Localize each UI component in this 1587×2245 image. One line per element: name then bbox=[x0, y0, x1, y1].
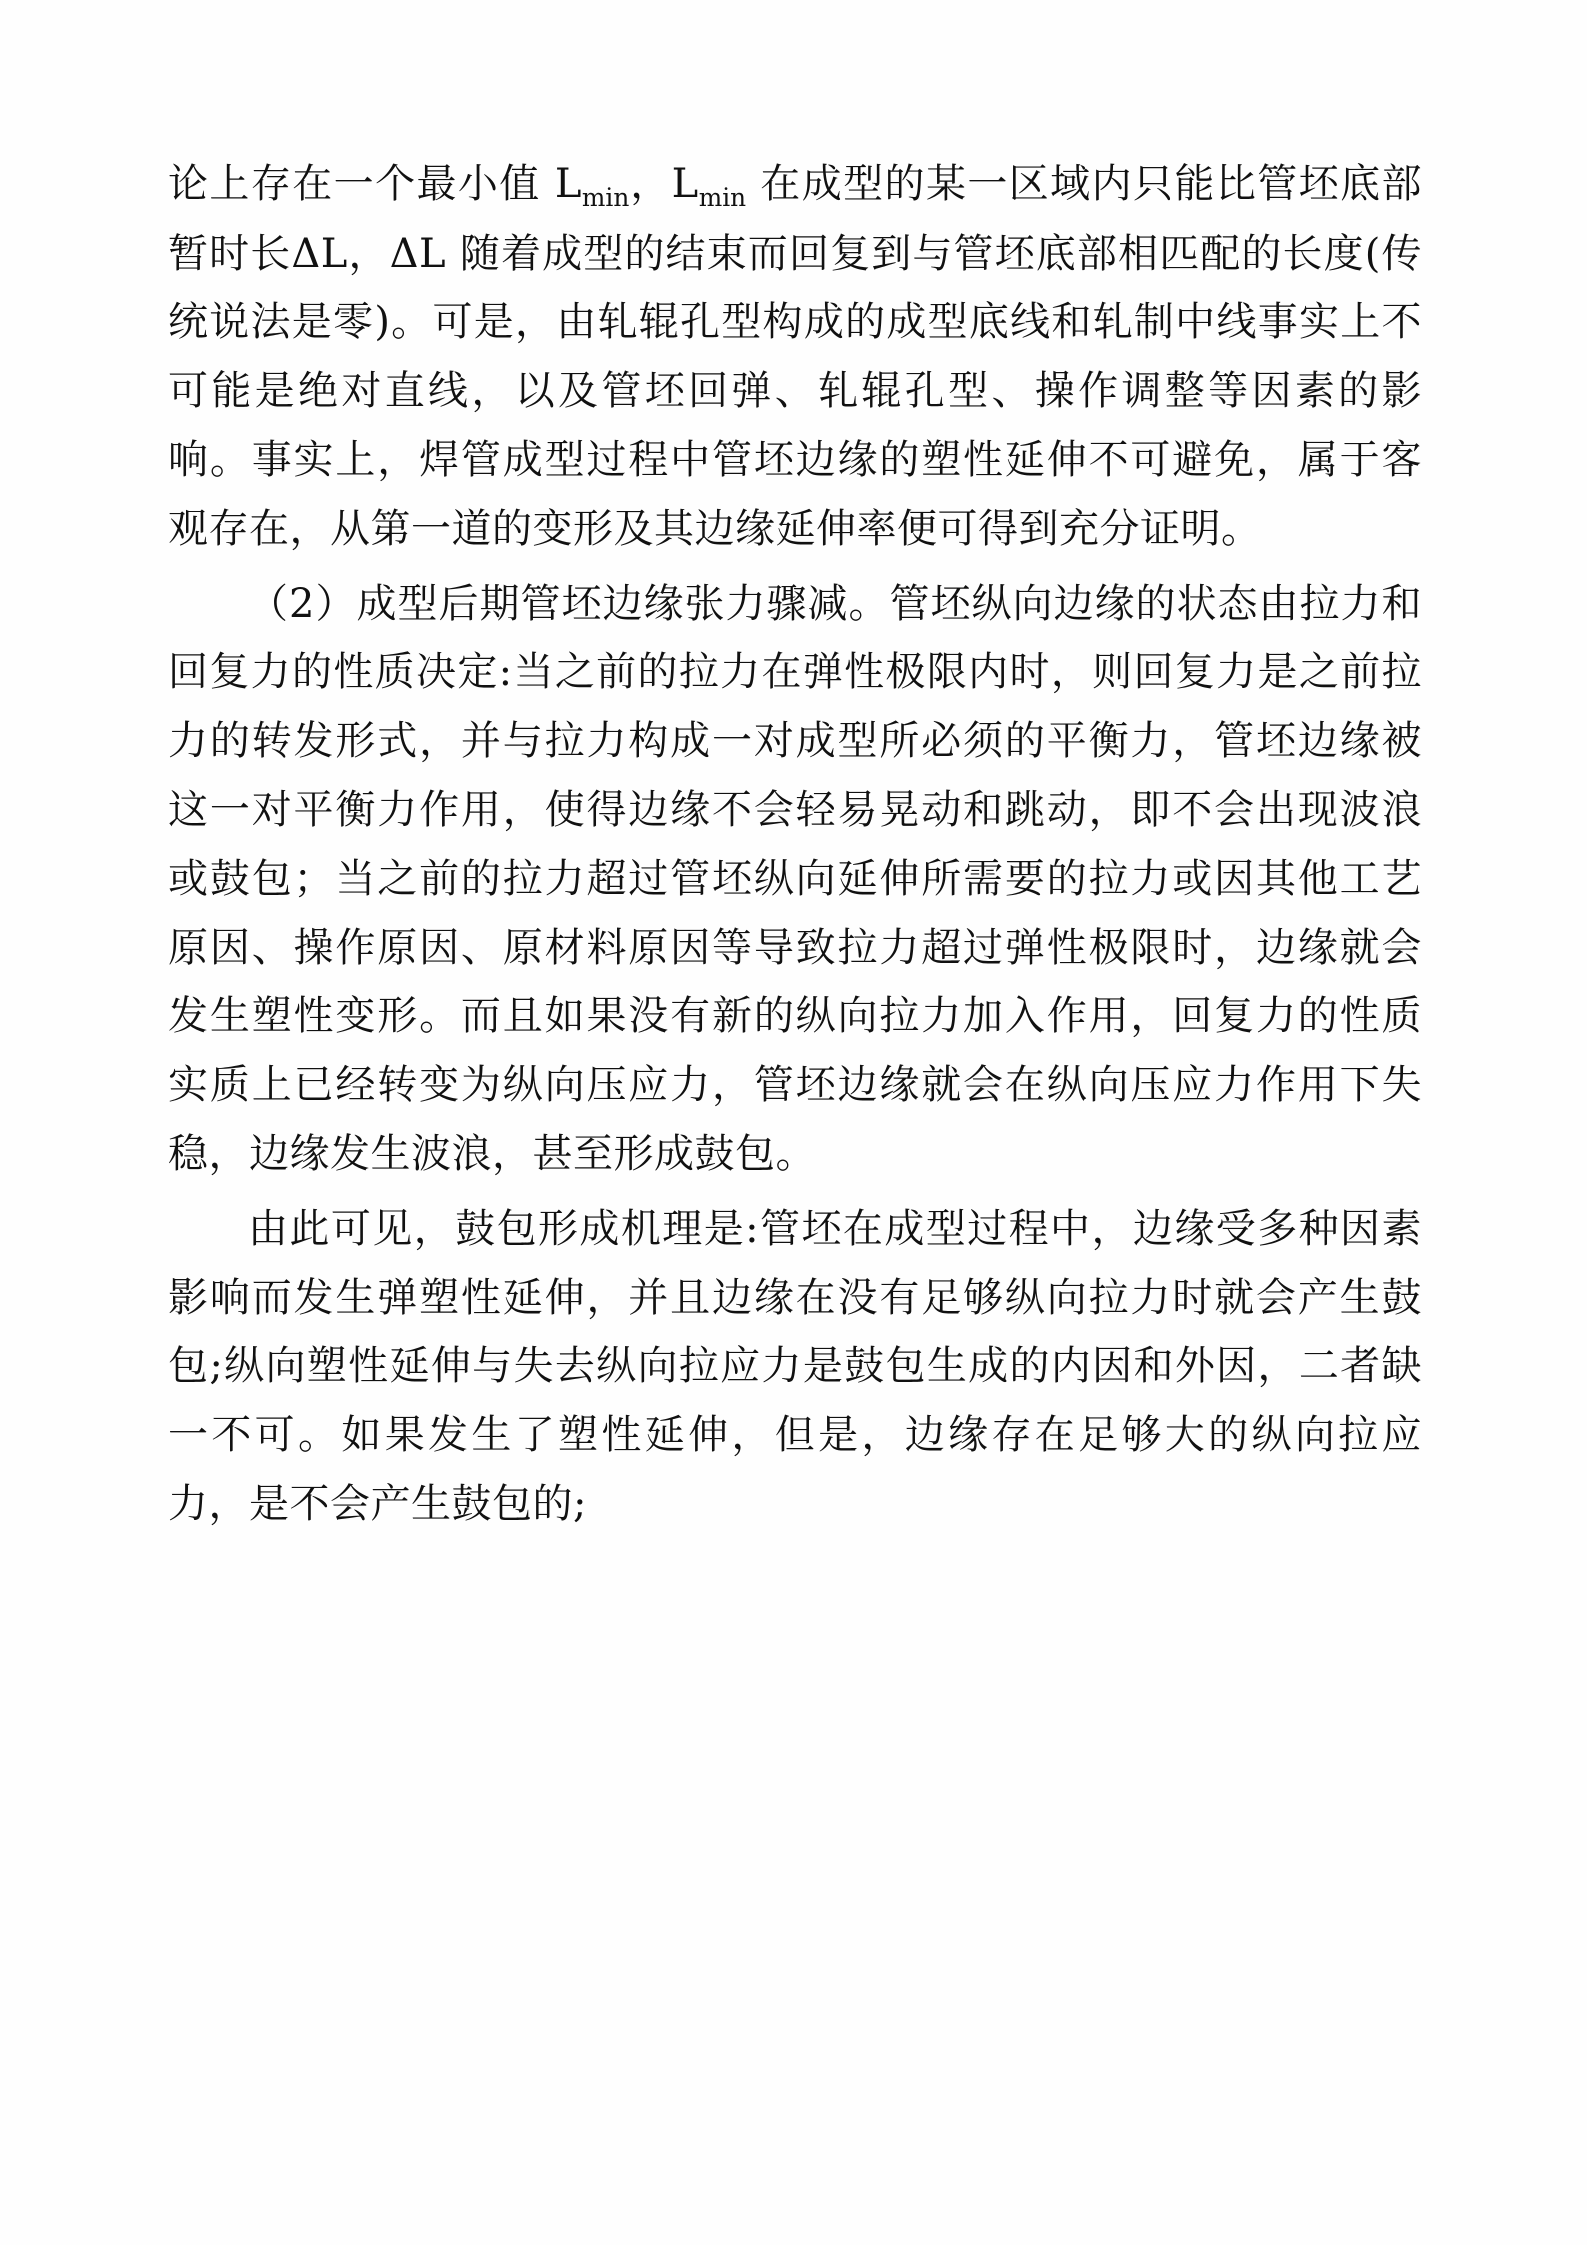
paragraph-1 bbox=[168, 150, 1422, 564]
subscript-min-2: min bbox=[698, 183, 747, 212]
paragraph-1-text-c: 在成型的某一区域内只能比管坯底部暂时长ΔL，ΔL 随着成型的结束而回复到与管坯底部相匹配的长度(传统说法是零)。可是，由轧辊孔型构成的成型底线和轧制中线事实上不可能是绝对直线，以及管坯回弹、轧辊孔型、操作调整等因素的影响。事实上，焊管成型过程中管坯边缘的塑性延伸不可避免，属于客观存在，从第一道的变形及其边缘延伸率便可得到充分证明。 bbox=[168, 161, 1422, 552]
subscript-min-1: min bbox=[581, 183, 630, 212]
paragraph-2 bbox=[168, 570, 1422, 1189]
paragraph-1-text-a: 论上存在一个最小值 L bbox=[168, 161, 582, 207]
document-body bbox=[168, 150, 1422, 1539]
paragraph-1-text-b: ，L bbox=[629, 161, 699, 207]
paragraph-2-text: （2）成型后期管坯边缘张力骤减。管坯纵向边缘的状态由拉力和回复力的性质决定:当之前的拉力在弹性极限内时，则回复力是之前拉力的转发形式，并与拉力构成一对成型所必须的平衡力，管坯边缘被这一对平衡力作用，使得边缘不会轻易晃动和跳动，即不会出现波浪或鼓包；当之前的拉力超过管坯纵向延伸所需要的拉力或因其他工艺原因、操作原因、原材料原因等导致拉力超过弹性极限时，边缘就会发生塑性变形。而且如果没有新的纵向拉力加入作用，回复力的性质实质上已经转变为纵向压应力，管坯边缘就会在纵向压应力作用下失稳，边缘发生波浪，甚至形成鼓包。 bbox=[168, 580, 1422, 1177]
paragraph-3 bbox=[168, 1195, 1422, 1539]
paragraph-3-text: 由此可见，鼓包形成机理是:管坯在成型过程中，边缘受多种因素影响而发生弹塑性延伸，并且边缘在没有足够纵向拉力时就会产生鼓包;纵向塑性延伸与失去纵向拉应力是鼓包生成的内因和外因，二者缺一不可。如果发生了塑性延伸，但是，边缘存在足够大的纵向拉应力，是不会产生鼓包的; bbox=[168, 1205, 1422, 1527]
